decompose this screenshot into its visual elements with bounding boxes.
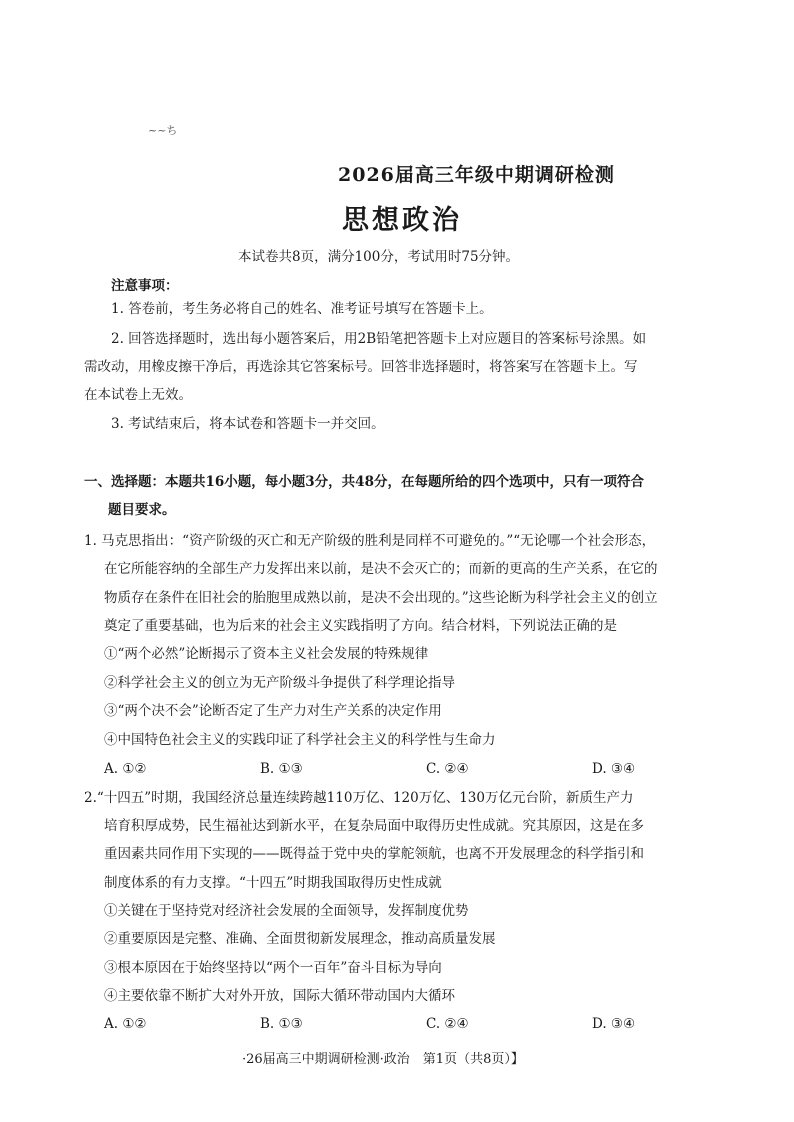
subject-title: 思想政治	[342, 205, 462, 236]
q1-statement-3: ③“两个决不会”论断否定了生产力对生产关系的决定作用	[104, 703, 442, 719]
exam-info: 本试卷共8页，满分100分，考试用时75分钟。	[238, 249, 520, 265]
q1-option-c: C. ②④	[426, 761, 469, 777]
note-item-2-line-1: 2. 回答选择题时，选出每小题答案后，用2B铅笔把答题卡上对应题目的答案标号涂黑。如	[111, 331, 647, 347]
q2-option-a: A. ①②	[104, 1016, 147, 1032]
q2-option-c: C. ②④	[426, 1016, 469, 1032]
q2-statement-4: ④主要依靠不断扩大对外开放，国际大循环带动国内大循环	[104, 988, 455, 1004]
q1-option-b: B. ①③	[260, 761, 303, 777]
note-item-2-line-3: 在本试卷上无效。	[84, 387, 192, 403]
q2-stem-line-1: 2.“十四五”时期，我国经济总量连续跨越110万亿、120万亿、130万亿元台阶，新质生产力	[84, 790, 634, 806]
note-item-2-line-2: 需改动，用橡皮擦干净后，再选涂其它答案标号。回答非选择题时，将答案写在答题卡上。写	[84, 359, 638, 375]
notes-heading: 注意事项：	[111, 278, 179, 294]
q1-option-a: A. ①②	[104, 761, 147, 777]
q1-stem-line-4: 奠定了重要基础，也为后来的社会主义实践指明了方向。结合材料，下列说法正确的是	[104, 618, 617, 634]
q1-option-d: D. ③④	[592, 761, 636, 777]
q2-option-b: B. ①③	[260, 1016, 303, 1032]
q1-stem-line-2: 在它所能容纳的全部生产力发挥出来以前，是决不会灭亡的；而新的更高的生产关系，在它的	[104, 561, 658, 577]
section-heading-line-2: 题目要求。	[108, 502, 176, 518]
scan-mark: ~~ち	[148, 124, 178, 137]
q1-statement-4: ④中国特色社会主义的实践印证了科学社会主义的科学性与生命力	[104, 732, 496, 748]
note-item-1: 1. 答卷前，考生务必将自己的姓名、准考证号填写在答题卡上。	[111, 301, 493, 317]
q1-statement-1: ①“两个必然”论断揭示了资本主义社会发展的特殊规律	[104, 646, 429, 662]
q2-stem-line-2: 培育积厚成势，民生福祉达到新水平，在复杂局面中取得历史性成就。究其原因，这是在多	[104, 818, 644, 834]
q1-stem-line-1: 1. 马克思指出：“资产阶级的灭亡和无产阶级的胜利是同样不可避免的。”“无论哪一个社会形态，	[84, 533, 656, 549]
q2-stem-line-4: 制度体系的有力支撑。“十四五”时期我国取得历史性成就	[104, 875, 442, 891]
q2-option-d: D. ③④	[592, 1016, 636, 1032]
q1-statement-2: ②科学社会主义的创立为无产阶级斗争提供了科学理论指导	[104, 675, 455, 691]
q1-stem-line-3: 物质存在条件在旧社会的胎胞里成熟以前，是决不会出现的。”这些论断为科学社会主义的创立	[104, 590, 658, 606]
page-footer: ·26届高三中期调研检测·政治 第1页（共8页）】	[242, 1052, 524, 1067]
exam-title: 2026届高三年级中期调研检测	[338, 164, 615, 186]
note-item-3: 3. 考试结束后，将本试卷和答题卡一并交回。	[111, 416, 385, 432]
q2-statement-1: ①关键在于坚持党对经济社会发展的全面领导，发挥制度优势	[104, 903, 469, 919]
q2-statement-3: ③根本原因在于始终坚持以“两个一百年”奋斗目标为导向	[104, 960, 442, 976]
q2-statement-2: ②重要原因是完整、准确、全面贯彻新发展理念，推动高质量发展	[104, 931, 496, 947]
q2-stem-line-3: 重因素共同作用下实现的——既得益于党中央的掌舵领航，也离不开发展理念的科学指引和	[104, 846, 644, 862]
section-heading-line-1: 一、选择题：本题共16小题，每小题3分，共48分，在每题所给的四个选项中，只有一项符合	[84, 474, 644, 490]
